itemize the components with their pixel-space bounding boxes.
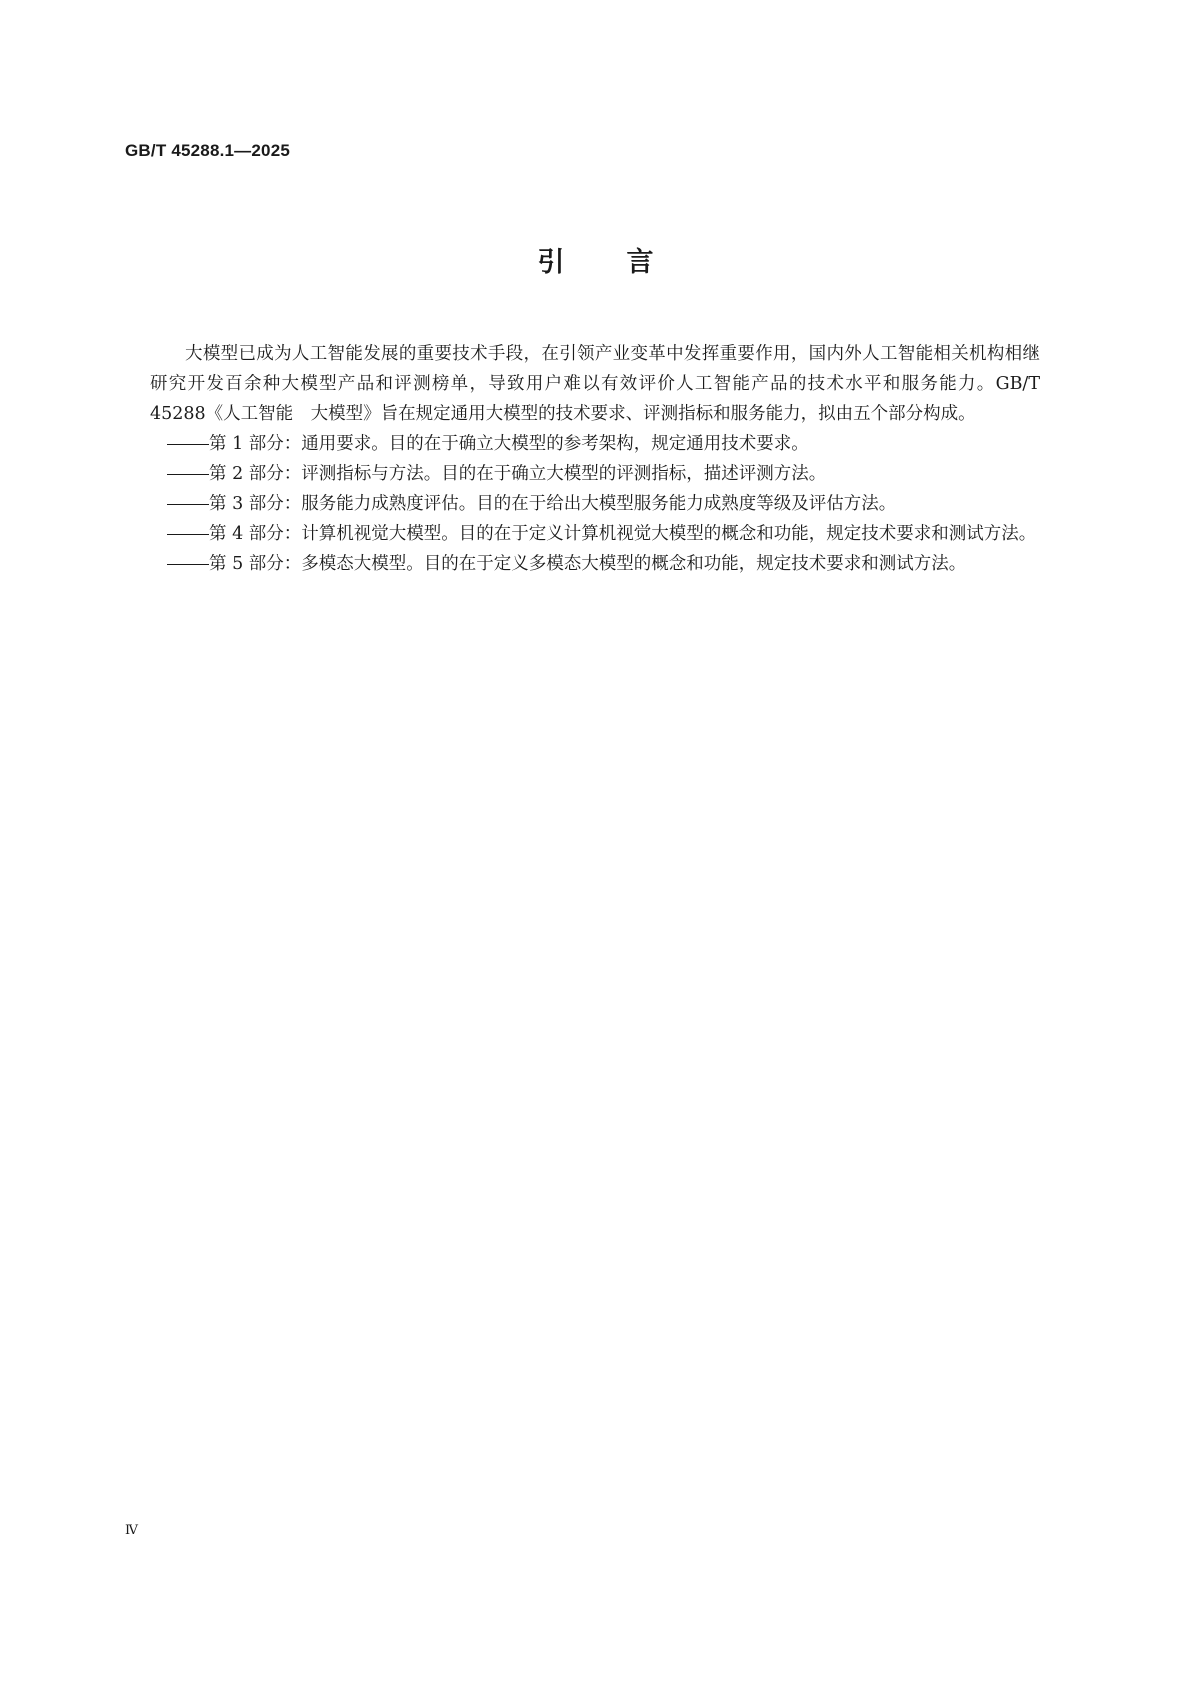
intro-paragraph: 大模型已成为人工智能发展的重要技术手段，在引领产业变革中发挥重要作用，国内外人工智能相关机构相继研究开发百余种大模型产品和评测榜单，导致用户难以有效评价人工智能产品的技术水平和服务能力。GB/T 45288《人工智能 大模型》旨在规定通用大模型的技术要求、评测指标和服务能力，拟由五个部分构成。 [150, 344, 1040, 424]
dash-marker [167, 459, 209, 489]
part-list-item [150, 519, 1040, 549]
document-body [150, 339, 1040, 579]
part-item-text: 第 3 部分：服务能力成熟度评估。目的在于给出大模型服务能力成熟度等级及评估方法。 [209, 494, 897, 514]
part-list-item [150, 549, 1040, 579]
part-item-text: 第 4 部分：计算机视觉大模型。目的在于定义计算机视觉大模型的概念和功能，规定技术要求和测试方法。 [209, 524, 1037, 544]
dash-marker [167, 429, 209, 459]
part-item-text: 第 1 部分：通用要求。目的在于确立大模型的参考架构，规定通用技术要求。 [209, 434, 809, 454]
section-title: 引言 [537, 247, 716, 278]
standard-code: GB/T 45288.1—2025 [125, 141, 290, 160]
dash-marker [167, 489, 209, 519]
part-list-item [150, 459, 1040, 489]
dash-marker [167, 549, 209, 579]
part-item-text: 第 2 部分：评测指标与方法。目的在于确立大模型的评测指标，描述评测方法。 [209, 464, 827, 484]
part-list-item [150, 489, 1040, 519]
dash-marker [167, 519, 209, 549]
part-list-item [150, 429, 1040, 459]
part-item-text: 第 5 部分：多模态大模型。目的在于定义多模态大模型的概念和功能，规定技术要求和测试方法。 [209, 554, 967, 574]
page-number: Ⅳ [125, 1523, 138, 1538]
